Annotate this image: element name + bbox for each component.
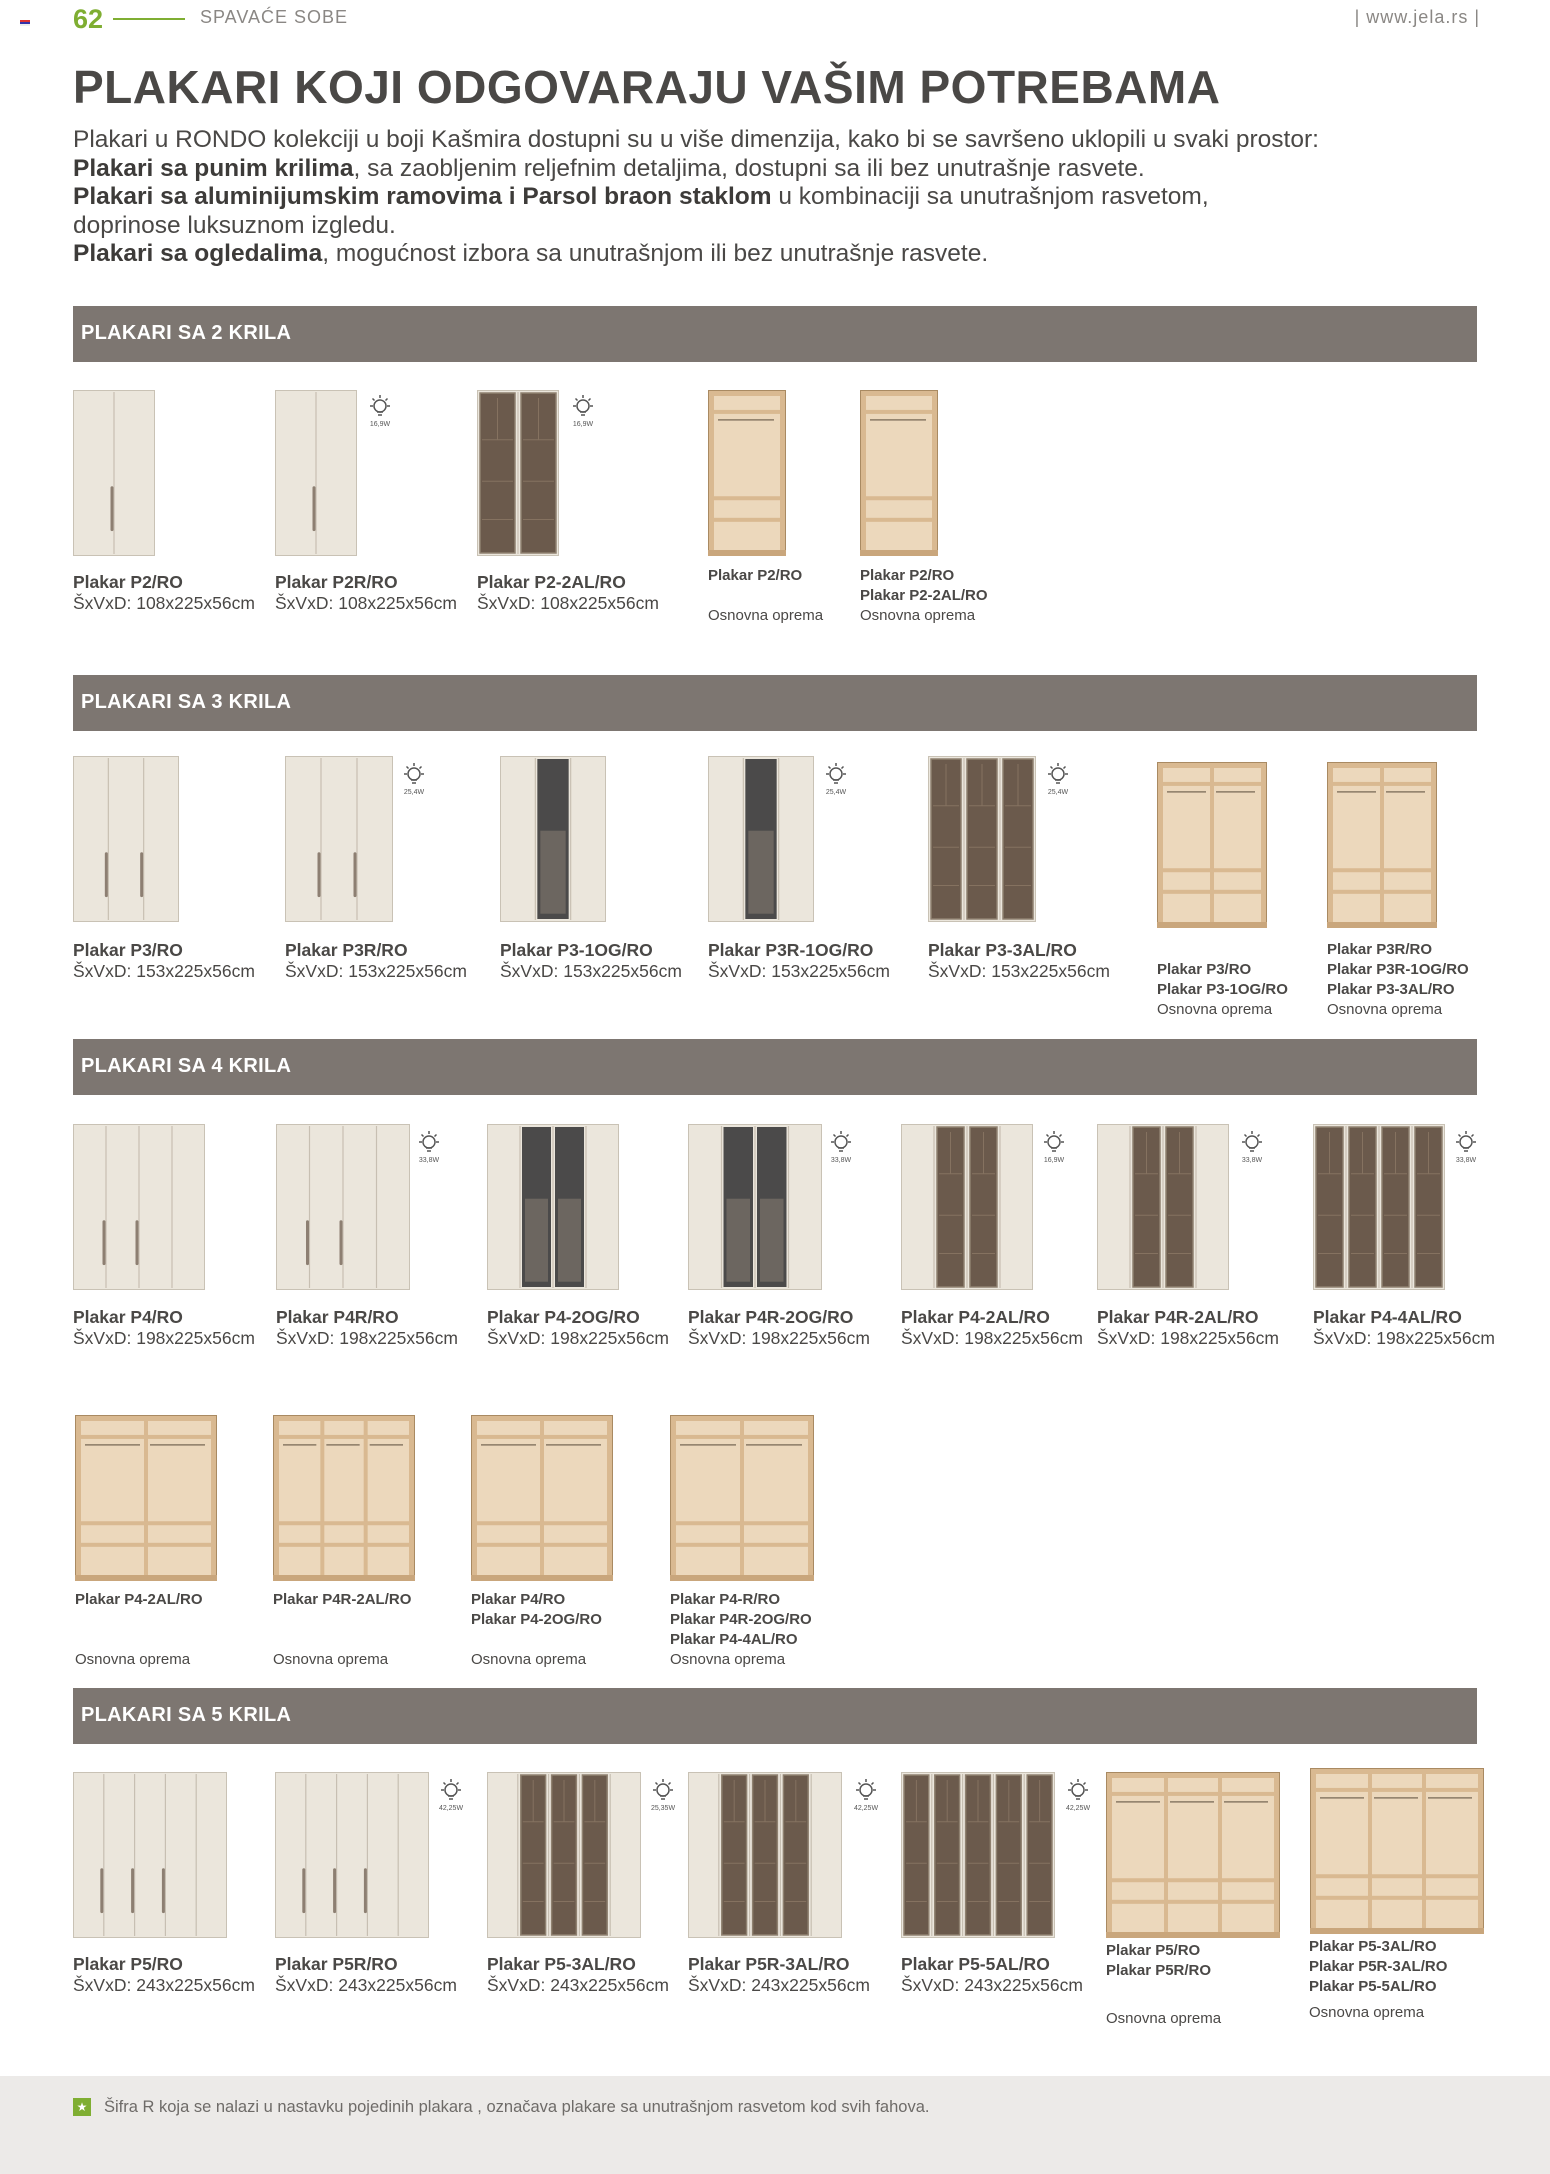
light-bulb-icon — [1448, 1130, 1484, 1165]
wardrobe-interior-image — [1310, 1768, 1484, 1934]
light-bulb-icon — [396, 762, 432, 797]
intro-line — [73, 240, 1493, 269]
interior-name: Plakar P3-3AL/RO — [1327, 981, 1455, 998]
wardrobe-image — [500, 756, 606, 922]
section-header-3-krila — [73, 675, 1477, 731]
product-caption — [275, 1954, 457, 1996]
light-bulb-icon — [1040, 762, 1076, 797]
product-caption — [73, 940, 255, 982]
website-link[interactable]: | www.jela.rs | — [1354, 7, 1480, 27]
intro-bold: Plakari sa aluminijumskim ramovima i Parsol braon staklom — [73, 183, 772, 210]
product-name: Plakar P5R/RO — [275, 1954, 398, 1974]
product-name: Plakar P3-1OG/RO — [500, 940, 653, 960]
light-bulb-icon — [848, 1778, 884, 1813]
wardrobe-image — [276, 1124, 410, 1290]
interior-name: Plakar P5/RO — [1106, 1942, 1201, 1959]
wattage-label: 25,4W — [825, 789, 847, 796]
wattage-label: 16,9W — [369, 421, 391, 428]
product-caption — [285, 940, 467, 982]
intro-bold: Plakari sa ogledalima — [73, 240, 323, 267]
product-caption — [708, 940, 890, 982]
wattage-label: 33,8W — [1241, 1157, 1263, 1164]
intro-rest: u kombinaciji sa unutrašnjom rasvetom, — [771, 183, 1209, 210]
intro-rest: , sa zaobljenim reljefnim detaljima, dostupni sa ili bez unutrašnje rasvete. — [353, 154, 1145, 182]
interior-name: Plakar P4R-2AL/RO — [273, 1591, 412, 1608]
product-dimensions: ŠxVxD: 243x225x56cm — [688, 1975, 870, 1995]
interior-caption — [708, 566, 823, 626]
interior-name: Plakar P4R-2OG/RO — [670, 1611, 812, 1628]
product-name: Plakar P3R/RO — [285, 940, 408, 960]
page-number: 62 — [73, 4, 104, 34]
product-name: Plakar P3/RO — [73, 940, 183, 960]
equipment-label: Osnovna oprema — [1327, 1001, 1443, 1018]
interior-caption — [1327, 940, 1469, 1020]
flag-icon — [20, 20, 30, 26]
interior-name: Plakar P3R-1OG/RO — [1327, 961, 1469, 978]
interior-caption — [860, 566, 988, 626]
product-caption — [73, 572, 255, 614]
interior-name: Plakar P4-2AL/RO — [75, 1591, 203, 1608]
intro-line: Plakari u RONDO kolekciji u boji Kašmira dostupni su u više dimenzija, kako bi se savršeno uklopili u svaki prostor: — [73, 126, 1319, 153]
interior-name: Plakar P4/RO — [471, 1591, 566, 1608]
product-caption — [500, 940, 682, 982]
wattage-label: 16,9W — [572, 421, 594, 428]
product-dimensions: ŠxVxD: 153x225x56cm — [708, 961, 890, 981]
interior-caption — [273, 1590, 411, 1670]
wattage-label: 25,4W — [403, 789, 425, 796]
product-dimensions: ŠxVxD: 198x225x56cm — [688, 1328, 870, 1348]
product-dimensions: ŠxVxD: 198x225x56cm — [1313, 1328, 1495, 1348]
product-name: Plakar P5-3AL/RO — [487, 1954, 636, 1974]
wardrobe-image — [285, 756, 393, 922]
intro-rest: , mogućnost izbora sa unutrašnjom ili bez unutrašnje rasvete. — [322, 240, 989, 267]
product-name: Plakar P2-2AL/RO — [477, 572, 626, 592]
product-dimensions: ŠxVxD: 198x225x56cm — [1097, 1328, 1279, 1348]
wardrobe-image — [928, 756, 1036, 922]
light-bulb-icon — [818, 762, 854, 797]
wardrobe-interior-image — [1327, 762, 1437, 928]
wardrobe-image — [73, 1772, 227, 1938]
product-dimensions: ŠxVxD: 243x225x56cm — [275, 1975, 457, 1995]
interior-name: Plakar P3/RO — [1157, 961, 1252, 978]
wardrobe-image — [708, 756, 814, 922]
equipment-label: Osnovna oprema — [75, 1651, 191, 1668]
product-name: Plakar P3R-1OG/RO — [708, 940, 874, 960]
product-caption — [688, 1954, 870, 1996]
product-caption — [73, 1954, 255, 1996]
interior-name: Plakar P4-R/RO — [670, 1591, 781, 1608]
section-title: PLAKARI SA 3 KRILA — [81, 691, 292, 713]
product-name: Plakar P4-2OG/RO — [487, 1307, 640, 1327]
interior-name: Plakar P3-1OG/RO — [1157, 981, 1288, 998]
footer-note: Šifra R koja se nalazi u nastavku pojedinih plakara , označava plakare sa unutrašnjom rasvetom kod svih fahova. — [104, 2098, 930, 2116]
wattage-label: 33,8W — [418, 1157, 440, 1164]
wattage-label: 42,25W — [1065, 1805, 1091, 1812]
section-header-4-krila — [73, 1039, 1477, 1095]
interior-name: Plakar P2-2AL/RO — [860, 587, 988, 604]
wattage-label: 16,9W — [1043, 1157, 1065, 1164]
interior-name: Plakar P4-2OG/RO — [471, 1611, 602, 1628]
interior-caption — [670, 1590, 812, 1670]
light-bulb-icon — [362, 394, 398, 429]
wardrobe-interior-image — [708, 390, 786, 556]
interior-name: Plakar P5R-3AL/RO — [1309, 1958, 1448, 1975]
wardrobe-image — [688, 1124, 822, 1290]
product-name: Plakar P4-2AL/RO — [901, 1307, 1050, 1327]
product-caption — [928, 940, 1110, 982]
section-header-2-krila — [73, 306, 1477, 362]
interior-caption — [471, 1590, 602, 1670]
star-icon: ★ — [73, 2098, 91, 2116]
product-name: Plakar P3-3AL/RO — [928, 940, 1077, 960]
wattage-label: 42,25W — [853, 1805, 879, 1812]
footer-note-bar — [0, 2076, 1550, 2174]
equipment-label: Osnovna oprema — [860, 607, 976, 624]
wardrobe-image — [487, 1772, 641, 1938]
light-bulb-icon — [433, 1778, 469, 1813]
section-title: PLAKARI SA 2 KRILA — [81, 322, 292, 344]
interior-caption — [75, 1590, 203, 1670]
interior-name: Plakar P2/RO — [708, 567, 803, 584]
wattage-label: 33,8W — [1455, 1157, 1477, 1164]
intro-line — [73, 183, 1493, 212]
product-dimensions: ŠxVxD: 243x225x56cm — [901, 1975, 1083, 1995]
light-bulb-icon — [823, 1130, 859, 1165]
section-title: PLAKARI SA 4 KRILA — [81, 1055, 292, 1077]
product-caption — [276, 1307, 458, 1349]
product-name: Plakar P4R-2AL/RO — [1097, 1307, 1259, 1327]
product-name: Plakar P4/RO — [73, 1307, 183, 1327]
product-name: Plakar P4R/RO — [276, 1307, 399, 1327]
product-caption — [487, 1954, 669, 1996]
intro-line: doprinose luksuznom izgledu. — [73, 211, 396, 239]
product-caption — [477, 572, 659, 614]
wardrobe-interior-image — [860, 390, 938, 556]
intro-text — [73, 126, 1493, 269]
product-name: Plakar P5/RO — [73, 1954, 183, 1974]
wardrobe-image — [73, 1124, 205, 1290]
wardrobe-interior-image — [1157, 762, 1267, 928]
light-bulb-icon — [1060, 1778, 1096, 1813]
wardrobe-image — [275, 1772, 429, 1938]
wardrobe-interior-image — [471, 1415, 613, 1581]
wattage-label: 33,8W — [830, 1157, 852, 1164]
product-dimensions: ŠxVxD: 198x225x56cm — [487, 1328, 669, 1348]
equipment-label: Osnovna oprema — [273, 1651, 389, 1668]
product-caption — [73, 1307, 255, 1349]
product-caption — [901, 1954, 1083, 1996]
wardrobe-image — [73, 756, 179, 922]
product-name: Plakar P2/RO — [73, 572, 183, 592]
product-dimensions: ŠxVxD: 153x225x56cm — [500, 961, 682, 981]
wardrobe-interior-image — [273, 1415, 415, 1581]
wattage-label: 25,35W — [650, 1805, 676, 1812]
light-bulb-icon — [645, 1778, 681, 1813]
intro-bold: Plakari sa punim krilima — [73, 154, 354, 182]
wardrobe-image — [73, 390, 155, 556]
product-name: Plakar P5R-3AL/RO — [688, 1954, 850, 1974]
intro-line — [73, 155, 1493, 184]
wattage-label: 25,4W — [1047, 789, 1069, 796]
light-bulb-icon — [565, 394, 601, 429]
light-bulb-icon — [1234, 1130, 1270, 1165]
light-bulb-icon — [1036, 1130, 1072, 1165]
product-caption — [688, 1307, 870, 1349]
section-label: SPAVAĆE SOBE — [200, 7, 349, 27]
product-caption — [901, 1307, 1083, 1349]
wardrobe-image — [487, 1124, 619, 1290]
wardrobe-interior-image — [75, 1415, 217, 1581]
product-dimensions: ŠxVxD: 108x225x56cm — [73, 593, 255, 613]
interior-caption — [1157, 960, 1288, 1020]
wardrobe-image — [1313, 1124, 1445, 1290]
product-dimensions: ŠxVxD: 243x225x56cm — [487, 1975, 669, 1995]
interior-name: Plakar P4-4AL/RO — [670, 1631, 798, 1648]
product-dimensions: ŠxVxD: 108x225x56cm — [477, 593, 659, 613]
wardrobe-image — [1097, 1124, 1229, 1290]
interior-name: Plakar P5-5AL/RO — [1309, 1978, 1437, 1995]
interior-caption — [1106, 1941, 1221, 2029]
equipment-label: Osnovna oprema — [1309, 2004, 1425, 2021]
product-name: Plakar P5-5AL/RO — [901, 1954, 1050, 1974]
product-dimensions: ŠxVxD: 153x225x56cm — [73, 961, 255, 981]
interior-name: Plakar P2/RO — [860, 567, 955, 584]
wardrobe-image — [275, 390, 357, 556]
product-name: Plakar P4-4AL/RO — [1313, 1307, 1462, 1327]
product-dimensions: ŠxVxD: 153x225x56cm — [285, 961, 467, 981]
wardrobe-image — [688, 1772, 842, 1938]
equipment-label: Osnovna oprema — [471, 1651, 587, 1668]
page-title: PLAKARI KOJI ODGOVARAJU VAŠIM POTREBAMA — [73, 61, 1221, 113]
product-caption — [1097, 1307, 1279, 1349]
product-caption — [487, 1307, 669, 1349]
product-caption — [1313, 1307, 1495, 1349]
section-header-5-krila — [73, 1688, 1477, 1744]
interior-caption — [1309, 1937, 1447, 2023]
wardrobe-interior-image — [670, 1415, 814, 1581]
product-dimensions: ŠxVxD: 108x225x56cm — [275, 593, 457, 613]
interior-name: Plakar P5-3AL/RO — [1309, 1938, 1437, 1955]
wardrobe-interior-image — [1106, 1772, 1280, 1938]
product-caption — [275, 572, 457, 614]
wardrobe-image — [477, 390, 559, 556]
wattage-label: 42,25W — [438, 1805, 464, 1812]
product-name: Plakar P4R-2OG/RO — [688, 1307, 854, 1327]
header-rule — [113, 18, 185, 20]
wardrobe-image — [901, 1124, 1033, 1290]
interior-name: Plakar P3R/RO — [1327, 941, 1433, 958]
section-title: PLAKARI SA 5 KRILA — [81, 1704, 292, 1726]
equipment-label: Osnovna oprema — [1106, 2010, 1222, 2027]
equipment-label: Osnovna oprema — [1157, 1001, 1273, 1018]
product-dimensions: ŠxVxD: 153x225x56cm — [928, 961, 1110, 981]
product-name: Plakar P2R/RO — [275, 572, 398, 592]
product-dimensions: ŠxVxD: 198x225x56cm — [901, 1328, 1083, 1348]
product-dimensions: ŠxVxD: 198x225x56cm — [73, 1328, 255, 1348]
equipment-label: Osnovna oprema — [708, 607, 824, 624]
product-dimensions: ŠxVxD: 243x225x56cm — [73, 1975, 255, 1995]
product-dimensions: ŠxVxD: 198x225x56cm — [276, 1328, 458, 1348]
light-bulb-icon — [411, 1130, 447, 1165]
interior-name: Plakar P5R/RO — [1106, 1962, 1212, 1979]
equipment-label: Osnovna oprema — [670, 1651, 786, 1668]
wardrobe-image — [901, 1772, 1055, 1938]
